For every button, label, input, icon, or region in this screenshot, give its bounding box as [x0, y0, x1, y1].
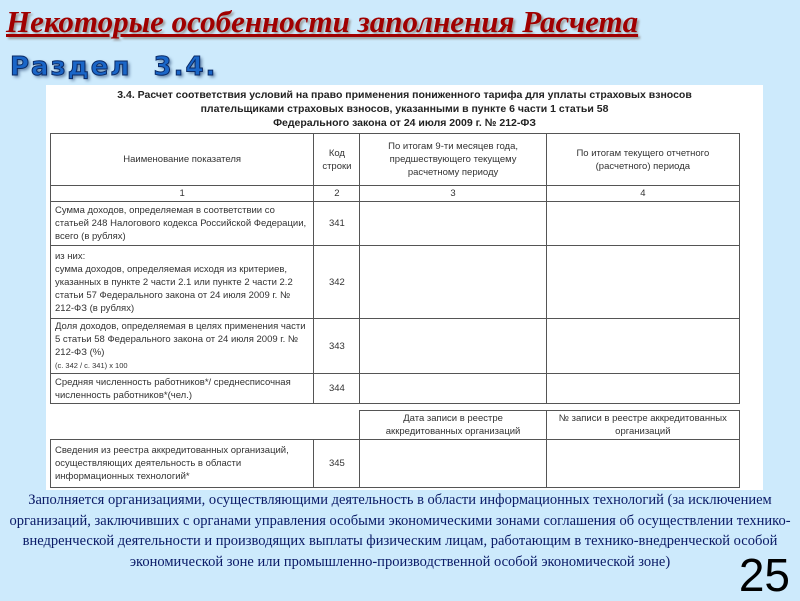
table-row — [51, 202, 740, 246]
value-cell — [546, 246, 739, 319]
table-row — [51, 319, 740, 374]
col-number: 4 — [546, 186, 739, 202]
table-row — [51, 440, 740, 488]
value-cell — [360, 246, 546, 319]
value-cell — [360, 374, 546, 404]
value-cell — [360, 202, 546, 246]
footnote-text: Заполняется организациями, осуществляющими деятельность в области информационных технологий (за исключением организаций, заключивших с органами управления особыми экономическими зонами соглашения об осуществлении технико-внедренческой деятельности и производящих выплаты физическим лицам, работающим в технико-внедренческой особой экономической зоне или промышленно-производственной особой экономической зоне) — [9, 492, 791, 570]
header-cell: Дата записи в реестре аккредитованных организаций — [360, 411, 546, 440]
row-name-text: Доля доходов, определяемая в целях применения части 5 статьи 58 Федерального закона от 24 июля 2009 г. № 212-ФЗ (%) — [55, 321, 306, 358]
slide-title: Некоторые особенности заполнения Расчета — [6, 4, 639, 39]
empty-cell — [51, 411, 314, 440]
registry-header-row — [51, 411, 740, 440]
column-number-row — [51, 186, 740, 202]
section-heading: Раздел 3.4. — [10, 52, 218, 82]
empty-cell — [314, 411, 360, 440]
form-title-line: плательщиками страховых взносов, указанными в пункте 6 части 1 статьи 58 — [200, 103, 609, 115]
row-name-prefix: из них: — [55, 250, 86, 262]
row-code: 342 — [314, 246, 360, 319]
row-name — [51, 319, 314, 374]
value-cell — [546, 319, 739, 374]
col-number: 1 — [51, 186, 314, 202]
page-number: 25 — [738, 549, 790, 601]
header-cell: По итогам текущего отчетного (расчетного) периода — [546, 134, 739, 186]
row-code: 344 — [314, 374, 360, 404]
registry-table — [50, 410, 740, 488]
form-title-line: 3.4. Расчет соответствия условий на право применения пониженного тарифа для уплаты страховых взносов — [117, 89, 692, 101]
table-row — [51, 246, 740, 319]
table-row — [51, 374, 740, 404]
value-cell — [546, 440, 739, 488]
header-row — [51, 134, 740, 186]
value-cell — [360, 319, 546, 374]
row-name — [51, 246, 314, 319]
header-cell: Наименование показателя — [51, 134, 314, 186]
row-name-text: сумма доходов, определяемая исходя из критериев, указанных в пункте 2 части 2.1 или пункте 2 части 2.2 статьи 57 Федерального закона от 24 июля 2009 г. № 212-ФЗ (в рублях) — [55, 263, 293, 314]
value-cell — [546, 374, 739, 404]
row-code: 341 — [314, 202, 360, 246]
header-cell: По итогам 9-ти месяцев года, предшествующего текущему расчетному периоду — [360, 134, 546, 186]
header-cell: № записи в реестре аккредитованных организаций — [546, 411, 739, 440]
header-cell: Код строки — [314, 134, 360, 186]
form-title — [46, 88, 763, 130]
col-number: 2 — [314, 186, 360, 202]
value-cell — [360, 440, 546, 488]
row-name: Сумма доходов, определяемая в соответствии со статьей 248 Налогового кодекса Российской Федерации, всего (в рублях) — [51, 202, 314, 246]
form-title-line: Федерального закона от 24 июля 2009 г. № 212-ФЗ — [273, 117, 536, 129]
row-name: Средняя численность работников*/ среднесписочная численность работников*(чел.) — [51, 374, 314, 404]
row-name: Сведения из реестра аккредитованных организаций, осуществляющих деятельность в области информационных технологий* — [51, 440, 314, 488]
col-number: 3 — [360, 186, 546, 202]
row-code: 343 — [314, 319, 360, 374]
value-cell — [546, 202, 739, 246]
row-name-note: (с. 342 / с. 341) х 100 — [55, 361, 128, 370]
form-image — [46, 85, 763, 490]
form-table — [50, 133, 740, 404]
row-code: 345 — [314, 440, 360, 488]
